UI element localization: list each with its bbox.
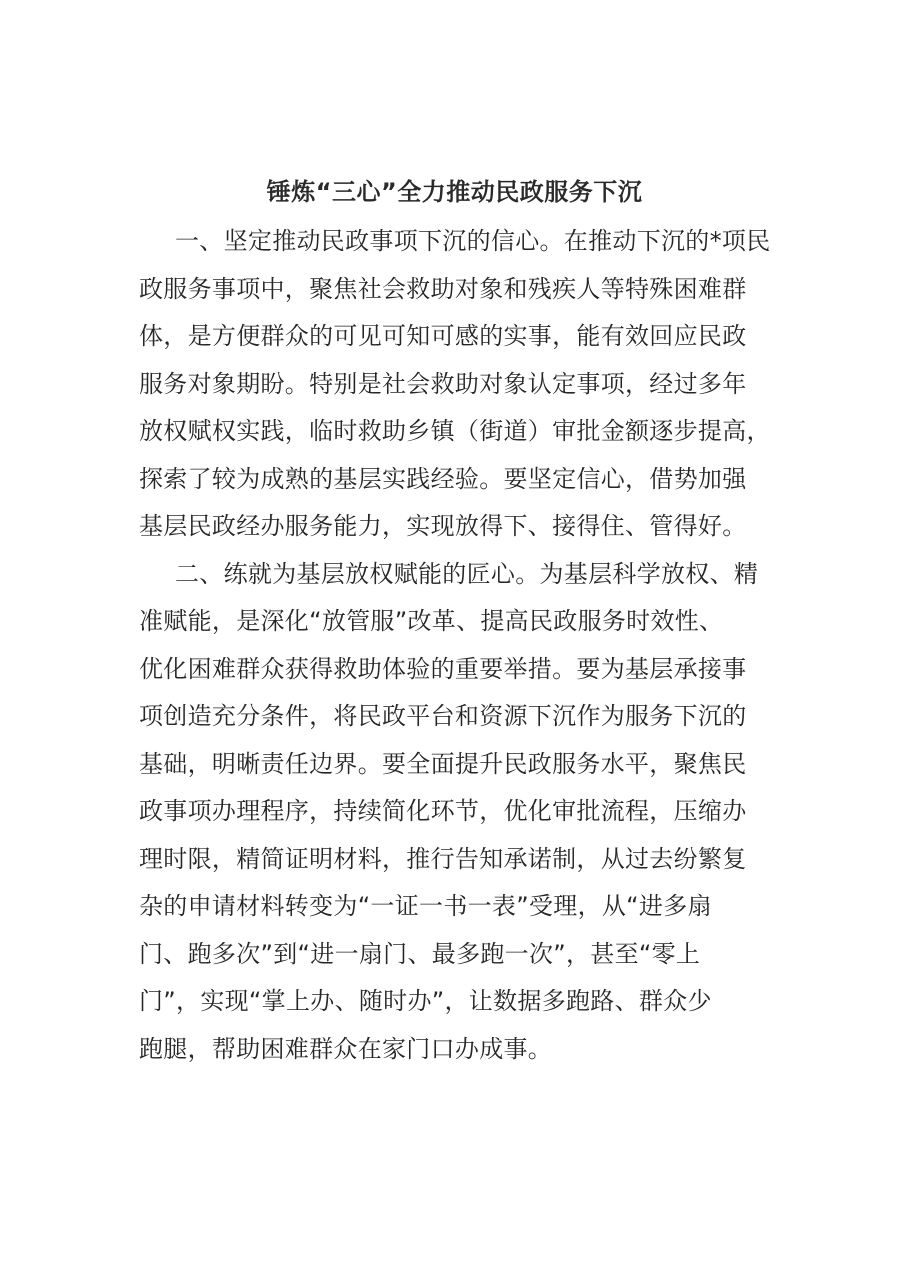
- document-title: 锤炼“三心”全力推动民政服务下沉: [266, 178, 643, 206]
- paragraph-1-line-5: 放权赋权实践，临时救助乡镇（街道）审批金额逐步提高，: [139, 417, 771, 445]
- paragraph-2-line-9: 门、跑多次”到“进一扇门、最多跑一次”，甚至“零上: [139, 939, 701, 968]
- paragraph-2-line-10: 门”，实现“掌上办、随时办”，让数据多跑路、群众少: [139, 987, 712, 1015]
- paragraph-2-line-8: 杂的申请材料转变为“一证一书一表”受理，从“进多扇: [139, 892, 712, 920]
- paragraph-2-line-1: 二、练就为基层放权赋能的匠心。为基层科学放权、精: [175, 559, 759, 588]
- paragraph-2-line-2: 准赋能，是深化“放管服”改革、提高民政服务时效性、: [139, 607, 724, 635]
- paragraph-2-line-6: 政事项办理程序，持续简化环节，优化审批流程，压缩办: [139, 797, 747, 825]
- paragraph-2-line-11: 跑腿，帮助困难群众在家门口办成事。: [139, 1034, 553, 1063]
- paragraph-2-line-4: 项创造充分条件，将民政平台和资源下沉作为服务下沉的: [139, 702, 747, 730]
- paragraph-1-line-3: 体，是方便群众的可见可知可感的实事，能有效回应民政: [139, 322, 747, 350]
- paragraph-1-line-7: 基层民政经办服务能力，实现放得下、接得住、管得好。: [139, 512, 747, 540]
- paragraph-1-line-1: 一、坚定推动民政事项下沉的信心。在推动下沉的*项民: [175, 227, 771, 255]
- paragraph-2-line-7: 理时限，精简证明材料，推行告知承诺制，从过去纷繁复: [139, 844, 747, 873]
- document-body: [139, 218, 779, 1073]
- paragraph-2-line-5: 基础，明晰责任边界。要全面提升民政服务水平，聚焦民: [139, 749, 747, 778]
- paragraph-1-line-4: 服务对象期盼。特别是社会救助对象认定事项，经过多年: [139, 369, 747, 398]
- paragraph-1-line-2: 政服务事项中，聚焦社会救助对象和残疾人等特殊困难群: [139, 274, 747, 303]
- paragraph-2-line-3: 优化困难群众获得救助体验的重要举措。要为基层承接事: [139, 654, 747, 683]
- paragraph-1-line-6: 探索了较为成熟的基层实践经验。要坚定信心，借势加强: [139, 464, 747, 493]
